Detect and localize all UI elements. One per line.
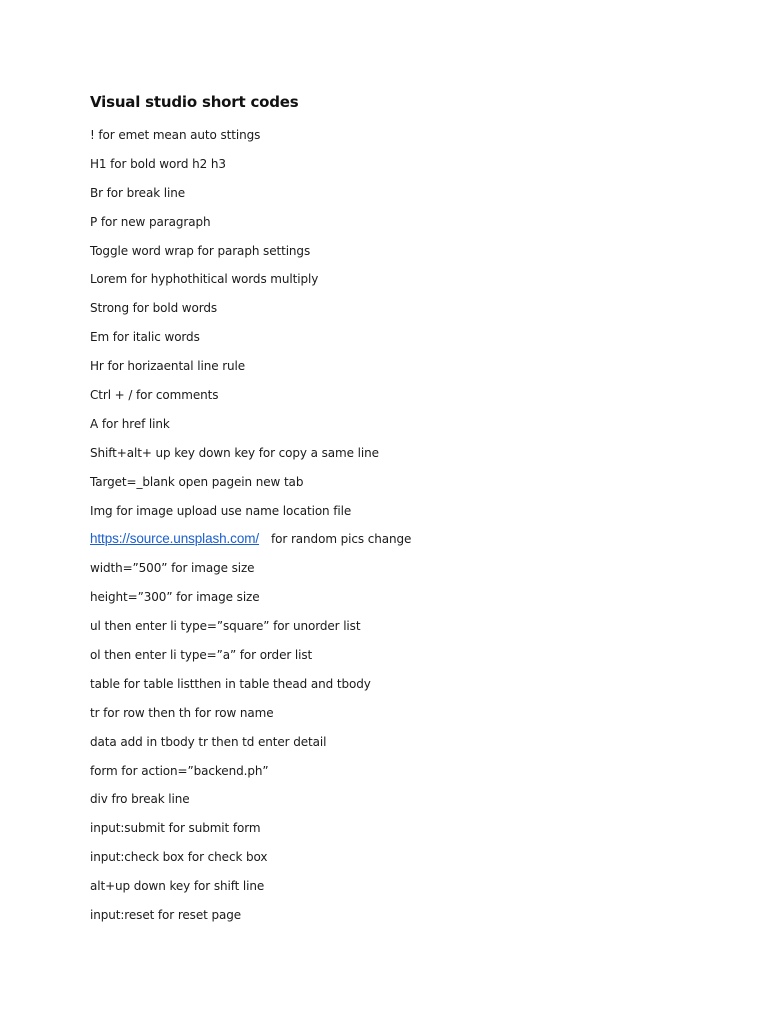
list-item: input:submit for submit form (90, 821, 261, 836)
link-tail-text: for random pics change (271, 532, 412, 547)
list-item: Target=_blank open pagein new tab (90, 474, 304, 489)
list-item: Em for italic words (90, 330, 200, 345)
list-item: data add in tbody tr then td enter detail (90, 734, 327, 749)
list-item: width=”500” for image size (90, 561, 255, 576)
unsplash-link[interactable]: https://source.unsplash.com/ (90, 531, 260, 547)
list-item: H1 for bold word h2 h3 (90, 156, 226, 171)
list-item: ! for emet mean auto sttings (90, 128, 261, 142)
list-item: div fro break line (90, 792, 190, 807)
list-item: Lorem for hyphothitical words multiply (90, 272, 319, 287)
list-item: P for new paragraph (90, 214, 211, 229)
list-item: input:reset for reset page (90, 908, 242, 923)
list-item: table for table listthen in table thead and tbody (90, 676, 371, 691)
shortcode-list (90, 126, 730, 935)
list-item: alt+up down key for shift line (90, 879, 265, 894)
list-item: Img for image upload use name location file (90, 503, 352, 518)
list-item: ul then enter li type=”square” for unorder list (90, 619, 361, 634)
list-item: Shift+alt+ up key down key for copy a same line (90, 445, 379, 460)
list-item: form for action=”backend.ph” (90, 763, 269, 778)
list-item: height=”300” for image size (90, 590, 260, 605)
list-item: Ctrl + / for comments (90, 388, 219, 403)
list-item: Strong for bold words (90, 301, 218, 316)
list-item: input:check box for check box (90, 850, 268, 865)
list-item: Br for break line (90, 185, 186, 200)
document-title: Visual studio short codes (90, 93, 299, 111)
link-line (90, 530, 730, 559)
list-item: Hr for horizaental line rule (90, 359, 246, 374)
list-item: ol then enter li type=”a” for order list (90, 648, 313, 663)
list-item: A for href link (90, 416, 170, 431)
list-item: Toggle word wrap for paraph settings (90, 243, 311, 258)
list-item: tr for row then th for row name (90, 705, 274, 720)
